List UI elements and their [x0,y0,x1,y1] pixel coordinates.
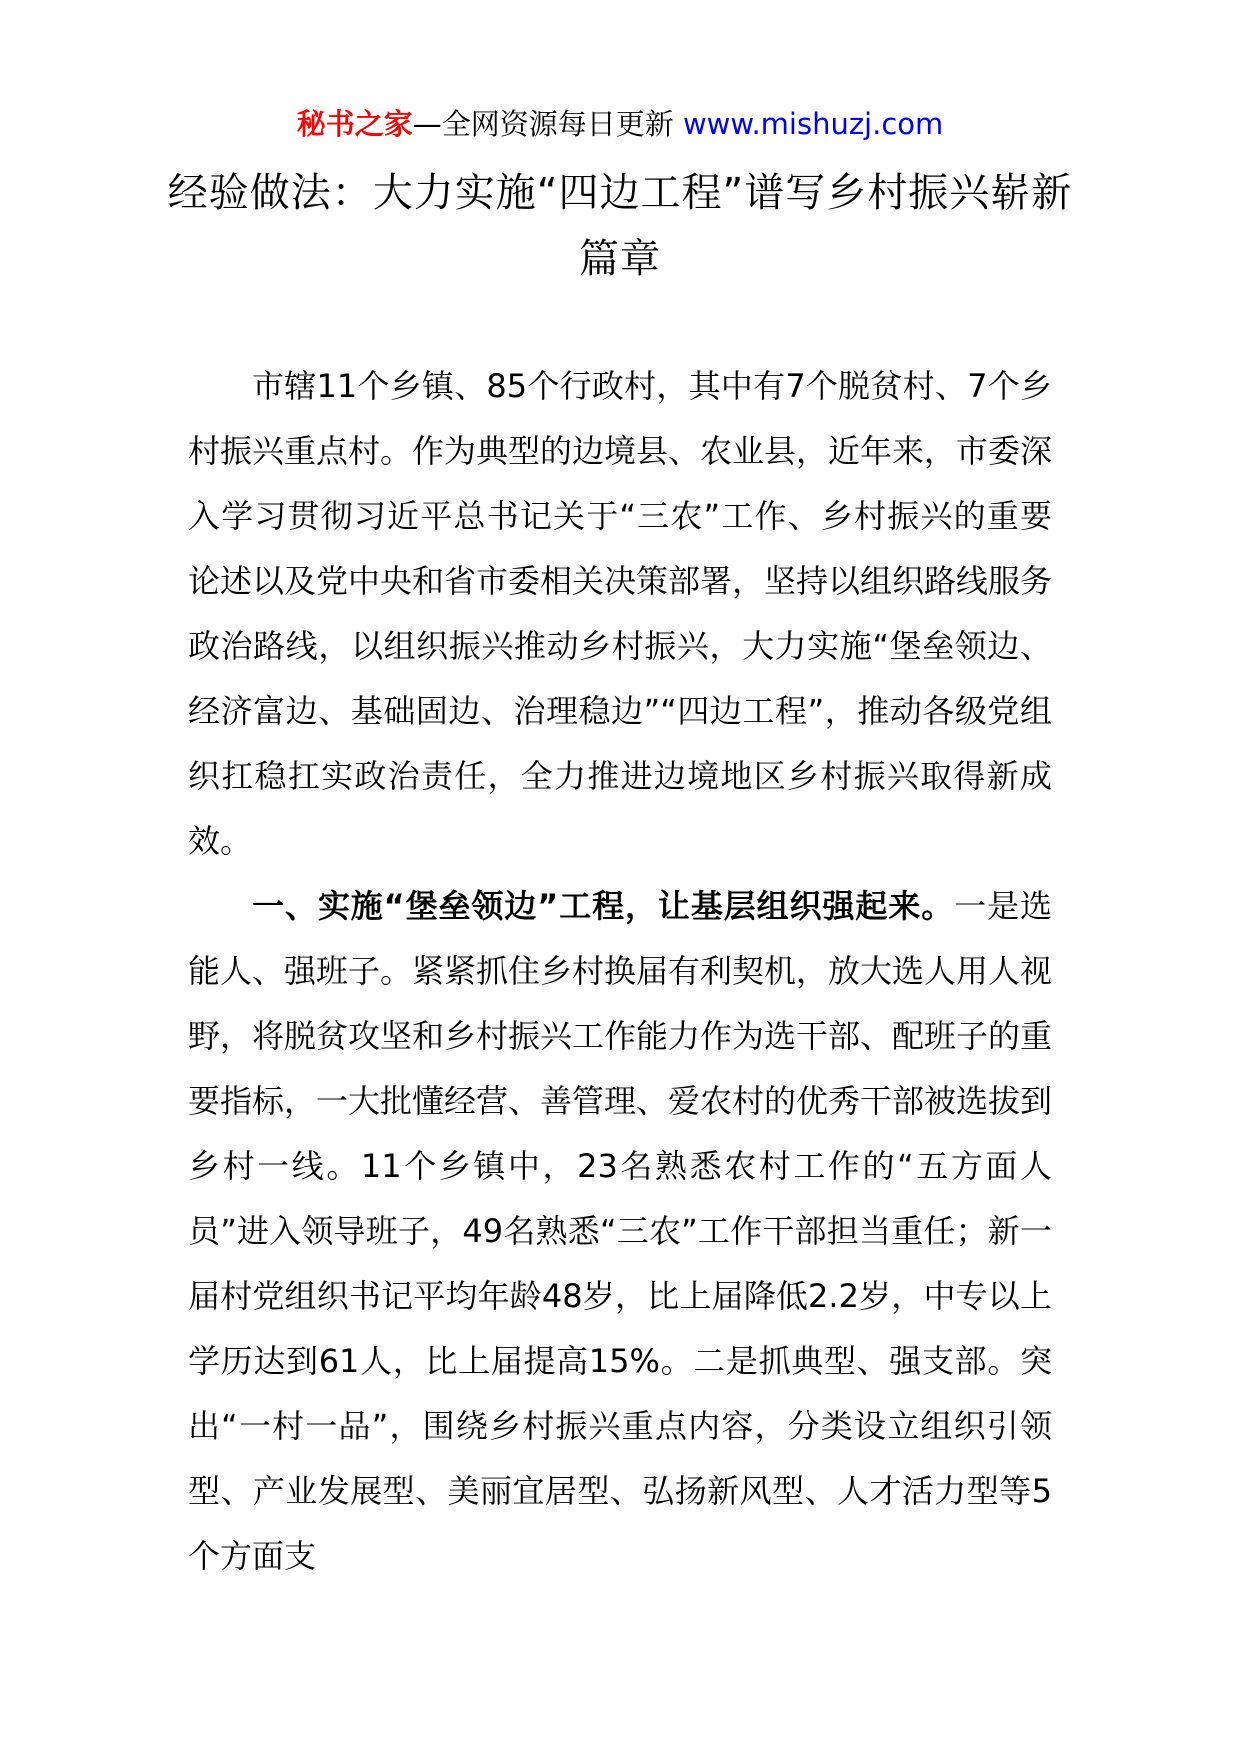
site-url-link[interactable]: www.mishuzj.com [682,107,944,141]
section-one-heading: 一、实施“堡垒领边”工程，让基层组织强起来。 [252,887,955,925]
document-body [188,354,1052,1589]
paragraph-section-one [188,874,1052,1589]
site-brand: 秘书之家 [296,107,413,141]
site-header [0,100,1240,148]
section-one-text: 一是选能人、强班子。紧紧抓住乡村换届有利契机，放大选人用人视野，将脱贫攻坚和乡村振兴工作能力作为选干部、配班子的重要指标，一大批懂经营、善管理、爱农村的优秀干部被选拔到乡村一线。11个乡镇中，23名熟悉农村工作的“五方面人员”进入领导班子，49名熟悉“三农”工作干部担当重任；新一届村党组织书记平均年龄48岁，比上届降低2.2岁，中专以上学历达到61人，比上届提高15%。二是抓典型、强支部。突出“一村一品”，围绕乡村振兴重点内容，分类设立组织引领型、产业发展型、美丽宜居型、弘扬新风型、人才活力型等5个方面支 [188,887,1053,1575]
paragraph-intro [188,354,1052,874]
paragraph-intro-text: 市辖11个乡镇、85个行政村，其中有7个脱贫村、7个乡村振兴重点村。作为典型的边境县、农业县，近年来，市委深入学习贯彻习近平总书记关于“三农”工作、乡村振兴的重要论述以及党中央和省市委相关决策部署，坚持以组织路线服务政治路线，以组织振兴推动乡村振兴，大力实施“堡垒领边、经济富边、基础固边、治理稳边”“四边工程”，推动各级党组织扛稳扛实政治责任，全力推进边境地区乡村振兴取得新成效。 [188,367,1053,860]
site-tagline: —全网资源每日更新 [412,107,674,141]
document-title: 经验做法：大力实施“四边工程”谱写乡村振兴崭新篇章 [167,170,1073,282]
